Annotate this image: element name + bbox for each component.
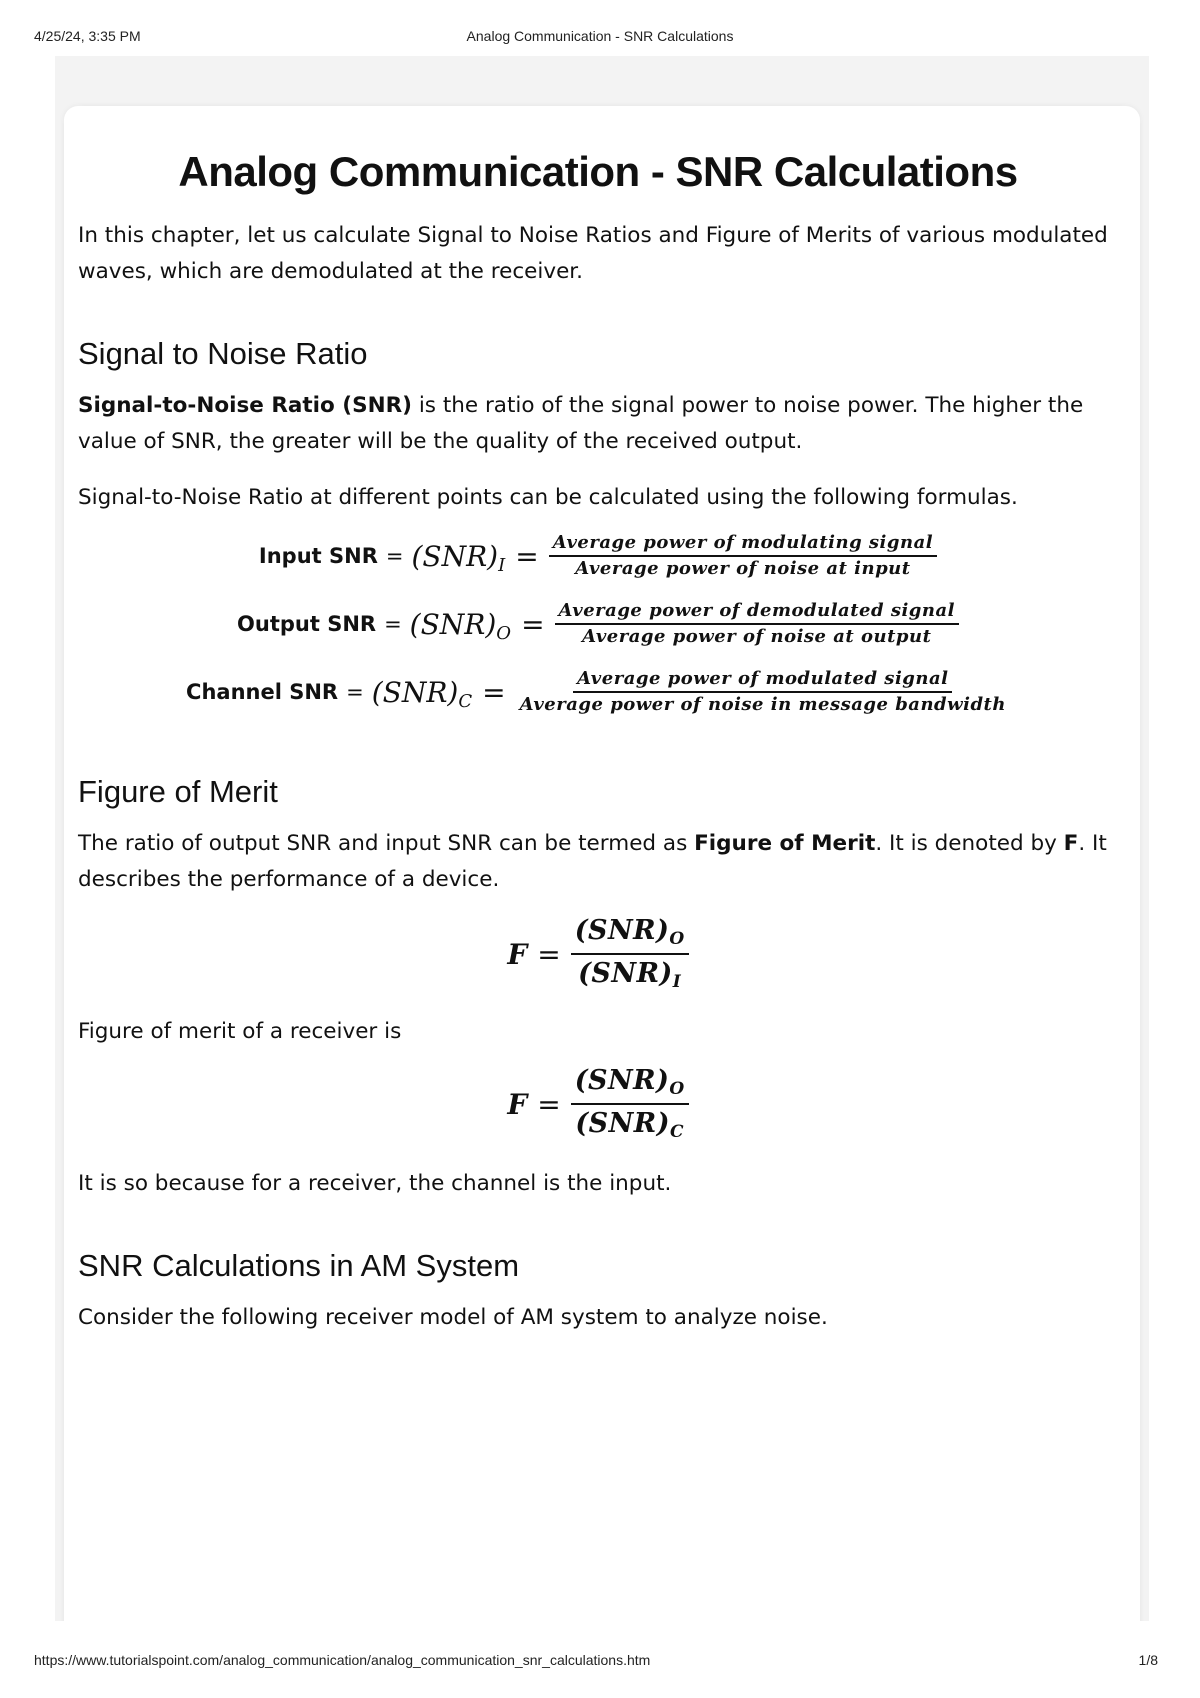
fraction-numerator: Average power of modulating signal bbox=[549, 531, 937, 557]
fom-term: Figure of Merit bbox=[694, 831, 876, 856]
snr-symbol bbox=[411, 539, 506, 576]
snr-formula-block bbox=[78, 522, 1118, 726]
math-equals: = bbox=[515, 539, 539, 573]
fraction bbox=[549, 531, 937, 581]
formula-output-snr bbox=[78, 590, 1118, 658]
fraction bbox=[571, 912, 689, 996]
snr-symbol bbox=[409, 607, 512, 644]
snr-subscript: I bbox=[498, 554, 506, 576]
fraction bbox=[555, 599, 959, 649]
print-page-number: 1/8 bbox=[1138, 1652, 1158, 1668]
fraction bbox=[516, 667, 1010, 717]
denominator-subscript: I bbox=[672, 972, 682, 992]
fom-text-b: . It is denoted by bbox=[875, 831, 1064, 856]
formula-equals-sign: = bbox=[346, 680, 364, 704]
article-card bbox=[64, 106, 1140, 1621]
page-frame bbox=[55, 56, 1149, 1621]
snr-definition-text: is the ratio of the signal power to noise power. The higher the value of SNR, the greater will be the quality of the received output. bbox=[78, 393, 1084, 454]
formula-equals-sign: = bbox=[385, 544, 404, 568]
formula-label: Channel SNR bbox=[186, 680, 339, 704]
denominator-text: (SNR) bbox=[578, 958, 673, 989]
fraction bbox=[571, 1062, 689, 1146]
receiver-fom-paragraph: Figure of merit of a receiver is bbox=[78, 1019, 402, 1044]
snr-symbol-text: (SNR) bbox=[371, 675, 459, 709]
formulas-intro-paragraph: Signal-to-Noise Ratio at different points can be calculated using the following formulas. bbox=[78, 485, 1018, 510]
math-equals: = bbox=[537, 1087, 561, 1121]
numerator-subscript: O bbox=[669, 929, 685, 949]
formula-lhs: F bbox=[507, 937, 528, 971]
am-intro-paragraph: Consider the following receiver model of AM system to analyze noise. bbox=[78, 1305, 828, 1330]
math-equals: = bbox=[482, 675, 506, 709]
math-equals: = bbox=[537, 937, 561, 971]
denominator-subscript: C bbox=[670, 1122, 685, 1142]
print-url: https://www.tutorialspoint.com/analog_communication/analog_communication_snr_calculations.htm bbox=[34, 1652, 651, 1668]
fom-text-a: The ratio of output SNR and input SNR can be termed as bbox=[78, 831, 695, 856]
snr-term: Signal-to-Noise Ratio (SNR) bbox=[78, 393, 412, 418]
intro-paragraph: In this chapter, let us calculate Signal to Noise Ratios and Figure of Merits of various modulated waves, which are demodulated at the receiver. bbox=[78, 223, 1108, 284]
article-content bbox=[78, 144, 1118, 1336]
formula-input-snr bbox=[78, 522, 1118, 590]
section-heading-am-system: SNR Calculations in AM System bbox=[78, 1248, 520, 1283]
formula-label: Input SNR bbox=[258, 544, 378, 568]
snr-subscript: C bbox=[458, 690, 473, 712]
page-title: Analog Communication - SNR Calculations bbox=[178, 148, 1018, 195]
fraction-denominator bbox=[571, 1105, 688, 1146]
numerator-text: (SNR) bbox=[574, 1065, 670, 1096]
fraction-numerator bbox=[571, 1062, 689, 1105]
fraction-denominator: Average power of noise at output bbox=[582, 626, 932, 647]
fraction-numerator bbox=[571, 912, 689, 955]
print-footer bbox=[0, 1652, 1200, 1672]
fraction-denominator: Average power of noise in message bandwidth bbox=[519, 694, 1006, 715]
fom-symbol-f: F bbox=[1063, 831, 1079, 856]
fom-definition-paragraph bbox=[78, 826, 1118, 898]
denominator-text: (SNR) bbox=[575, 1108, 670, 1139]
print-datetime: 4/25/24, 3:35 PM bbox=[34, 28, 141, 44]
numerator-text: (SNR) bbox=[574, 915, 670, 946]
fom-text-c: . It describes the performance of a device. bbox=[78, 831, 1107, 892]
formula-label: Output SNR bbox=[237, 612, 377, 636]
fraction-denominator: Average power of noise at input bbox=[575, 558, 911, 579]
snr-symbol bbox=[371, 675, 473, 712]
section-heading-snr: Signal to Noise Ratio bbox=[78, 336, 368, 371]
formula-equals-sign: = bbox=[384, 612, 402, 636]
numerator-subscript: O bbox=[669, 1079, 685, 1099]
print-doc-title: Analog Communication - SNR Calculations bbox=[466, 28, 734, 44]
math-equals: = bbox=[521, 607, 545, 641]
fraction-numerator: Average power of demodulated signal bbox=[555, 599, 959, 625]
snr-subscript: O bbox=[496, 622, 512, 644]
snr-symbol-text: (SNR) bbox=[409, 607, 497, 641]
snr-definition-paragraph bbox=[78, 388, 1118, 460]
formula-receiver-figure-of-merit bbox=[78, 1054, 1118, 1154]
formula-lhs: F bbox=[507, 1087, 528, 1121]
section-heading-figure-of-merit: Figure of Merit bbox=[78, 774, 278, 809]
fraction-numerator: Average power of modulated signal bbox=[573, 667, 952, 693]
snr-symbol-text: (SNR) bbox=[411, 539, 499, 573]
fraction-denominator bbox=[574, 955, 685, 996]
formula-channel-snr bbox=[78, 658, 1118, 726]
print-header bbox=[0, 28, 1200, 48]
closing-paragraph: It is so because for a receiver, the channel is the input. bbox=[78, 1171, 672, 1196]
formula-figure-of-merit bbox=[78, 904, 1118, 1004]
